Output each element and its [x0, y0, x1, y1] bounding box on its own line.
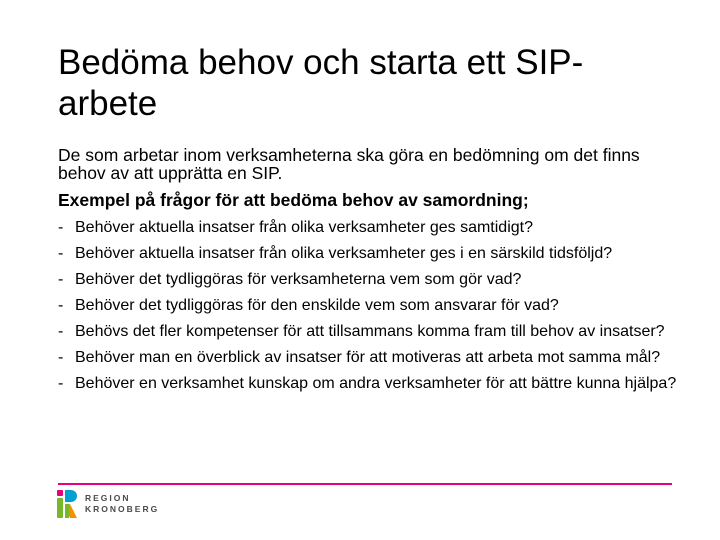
- list-item: [58, 324, 678, 340]
- intro-text: De som arbetar inom verksamheterna ska göra en bedömning om det finns behov av att upprätta en SIP.: [58, 145, 640, 183]
- region-kronoberg-logo: [55, 487, 159, 521]
- logo-wordmark: [85, 493, 159, 515]
- question-list: [58, 220, 678, 392]
- list-item: [58, 298, 678, 314]
- list-item-text: Behöver man en överblick av insatser för att motiveras att arbeta mot samma mål?: [75, 349, 661, 366]
- bullet-dash: -: [58, 349, 64, 366]
- logo-line-2: KRONOBERG: [85, 504, 160, 514]
- logo-mark-icon: [55, 487, 79, 521]
- list-item-text: Behövs det fler kompetenser för att tillsammans komma fram till behov av insatser?: [75, 323, 665, 340]
- list-item-text: Behöver aktuella insatser från olika verksamheter ges samtidigt?: [75, 219, 533, 236]
- logo-line-1: REGION: [85, 493, 131, 503]
- list-item: [58, 220, 678, 236]
- list-item-text: Behöver en verksamhet kunskap om andra verksamheter för att bättre kunna hjälpa?: [75, 375, 677, 392]
- bullet-dash: -: [58, 297, 64, 314]
- footer-divider: [58, 483, 672, 485]
- bullet-dash: -: [58, 271, 64, 288]
- list-item: [58, 376, 678, 392]
- subheading: Exempel på frågor för att bedöma behov av samordning;: [58, 190, 529, 210]
- bullet-dash: -: [58, 323, 64, 340]
- list-item: [58, 350, 678, 366]
- list-item-text: Behöver aktuella insatser från olika verksamheter ges i en särskild tidsföljd?: [75, 245, 613, 262]
- bullet-dash: -: [58, 375, 64, 392]
- list-item-text: Behöver det tydliggöras för verksamheterna vem som gör vad?: [75, 271, 522, 288]
- bullet-dash: -: [58, 245, 64, 262]
- list-item-text: Behöver det tydliggöras för den enskilde vem som ansvarar för vad?: [75, 297, 559, 314]
- list-item: [58, 246, 678, 262]
- slide-title: Bedöma behov och starta ett SIP-arbete: [58, 43, 584, 123]
- slide-body: [58, 146, 678, 402]
- bullet-dash: -: [58, 219, 64, 236]
- list-item: [58, 272, 678, 288]
